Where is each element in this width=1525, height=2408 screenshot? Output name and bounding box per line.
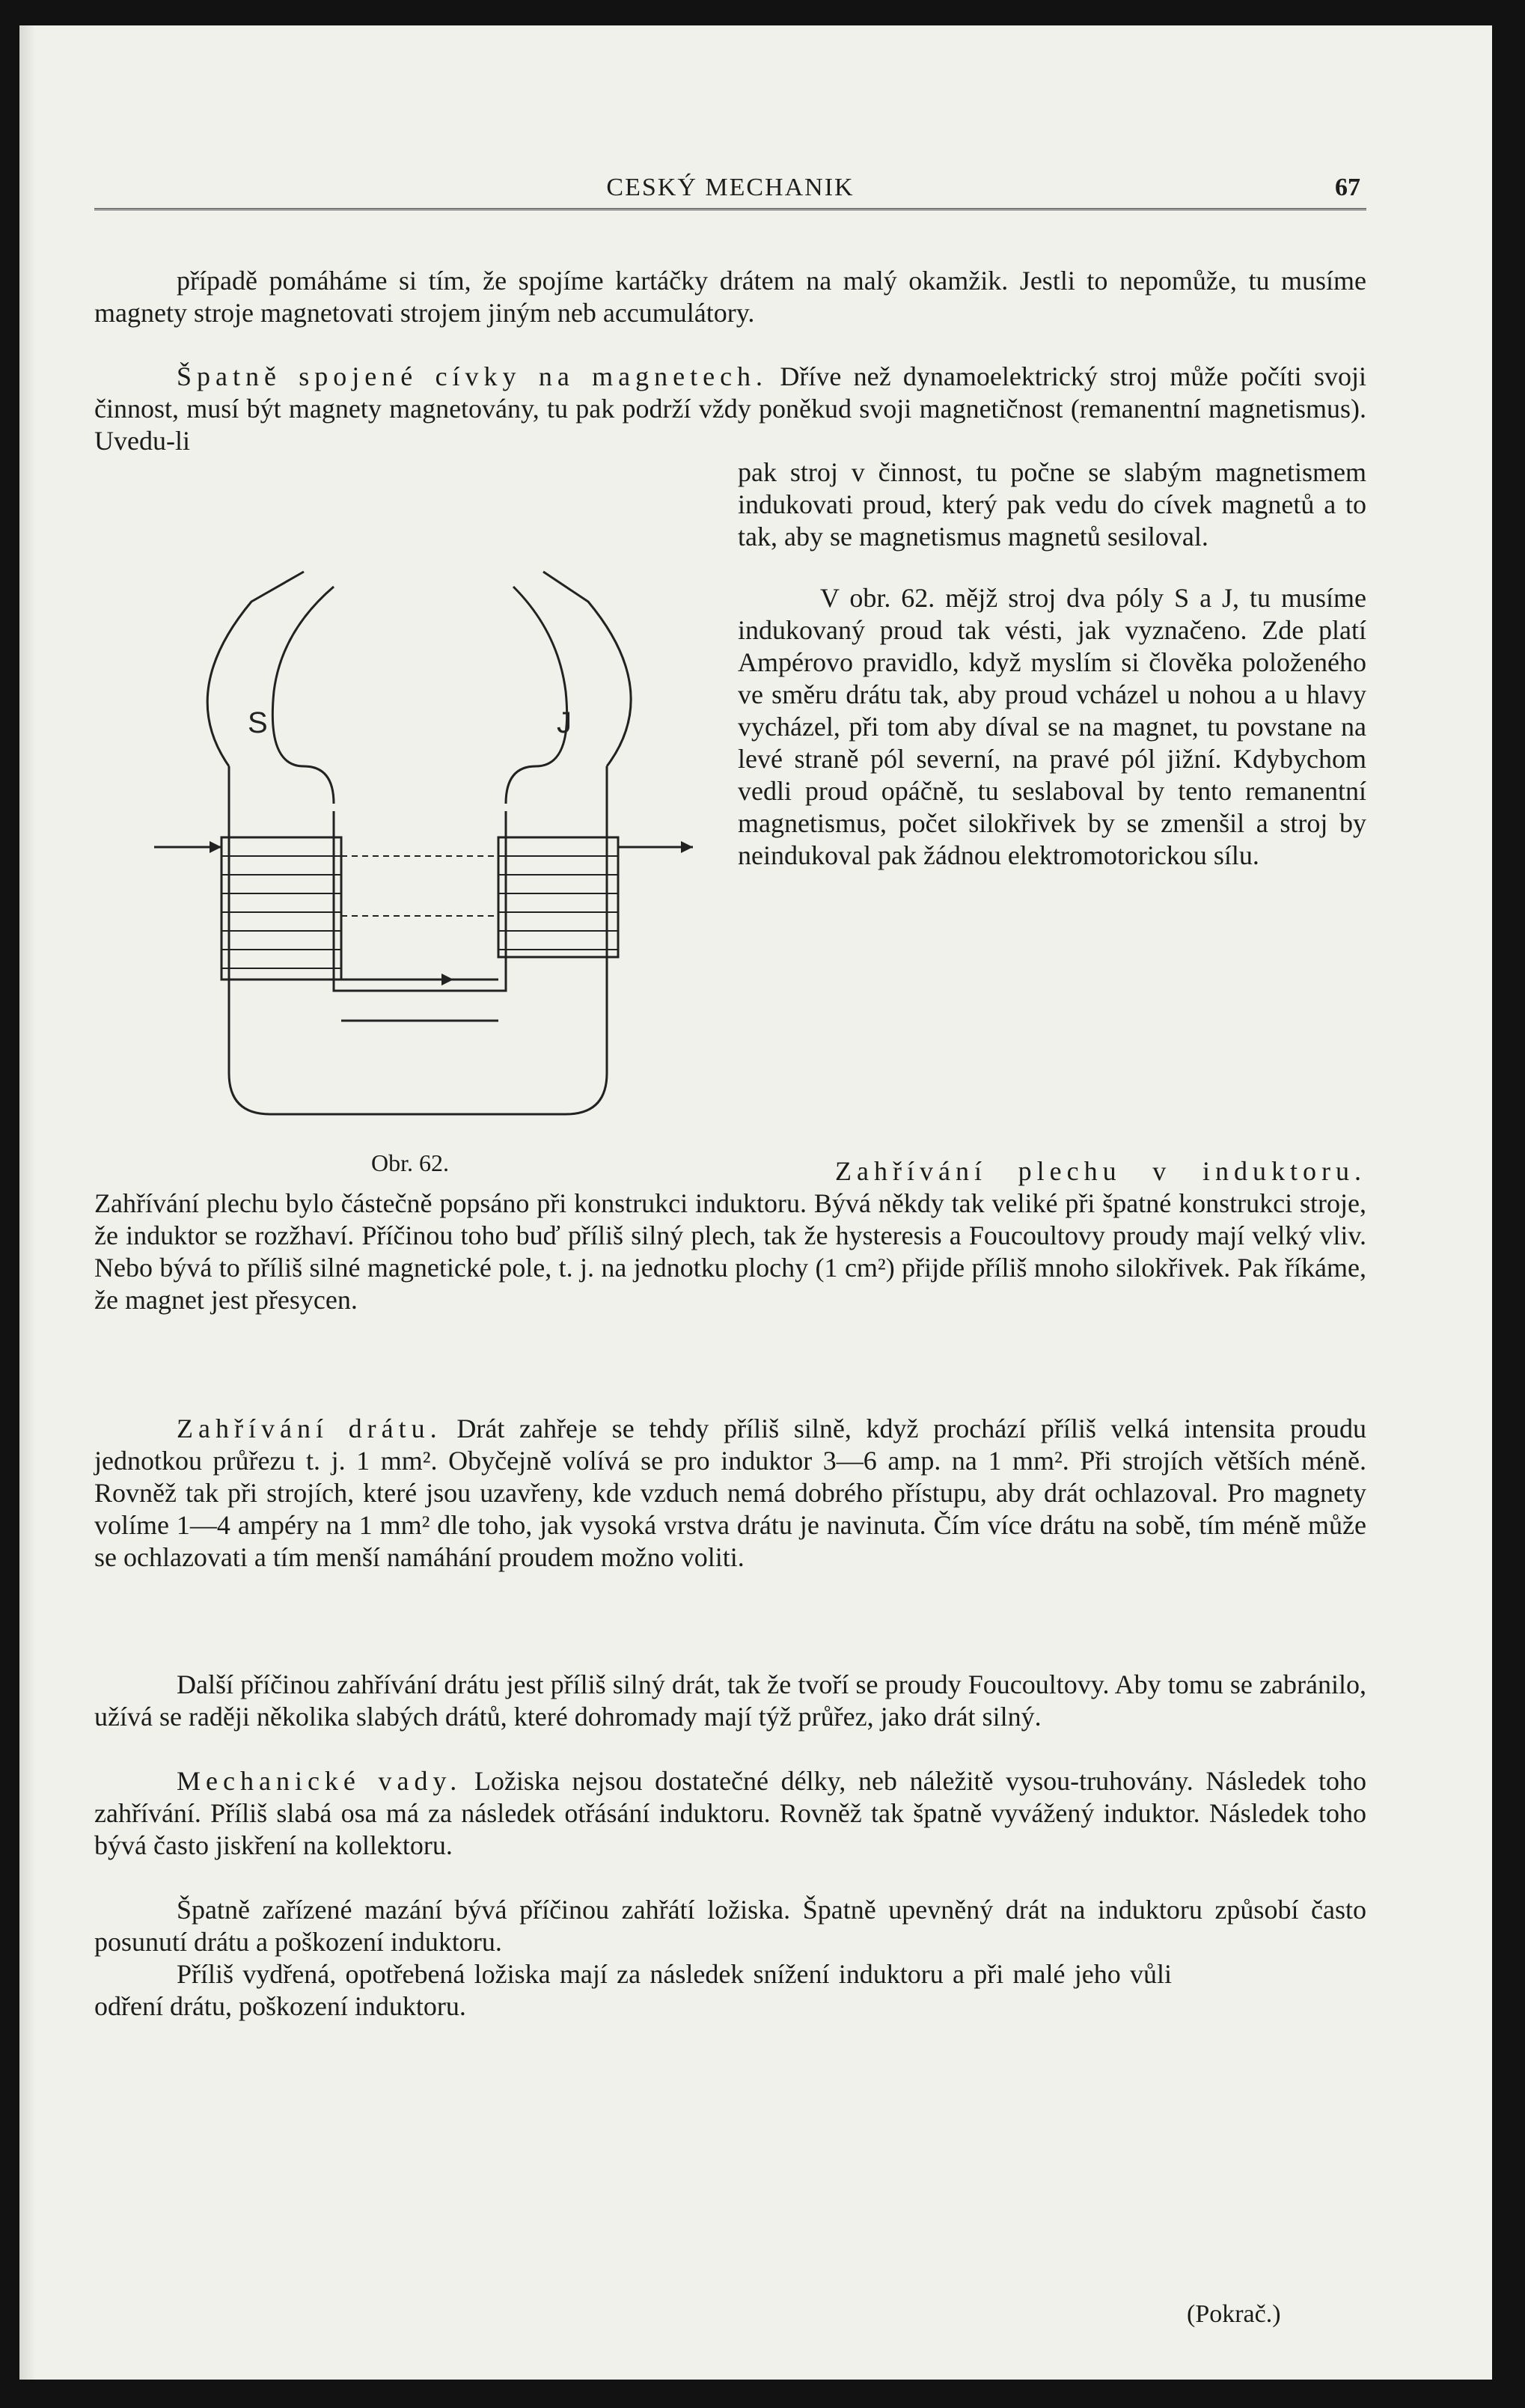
paragraph-2-body: Dříve než dynamoelektrický stroj může počíti svoji činnost, musí být magnety magnetovány, tu pak podrží vždy poněkud svoji magnetičnost (remanentní magnetismus). Uvedu-li <box>94 361 1367 456</box>
paragraph-6 <box>94 1413 1366 1574</box>
paragraph-5-body: Zahřívání plechu bylo částečně popsáno při konstrukci induktoru. Bývá někdy tak veliké při špatné konstrukci stroje, že induktor se rozžhaví. Příčinou toho buď příliš silný plech, tak že hysteresis a Foucoultovy proudy mají velký vliv. Nebo bývá to příliš silné magnetické pole, t. j. na jednotku plochy (1 cm²) přijde příliš mnoho silokřivek. Pak říkáme, že magnet jest přesycen. <box>94 1188 1366 1315</box>
figure-caption: Obr. 62. <box>371 1149 449 1176</box>
right-pole-inner <box>506 587 567 804</box>
continued-marker: (Pokrač.) <box>1187 2300 1281 2328</box>
left-pole-inner <box>272 587 334 804</box>
page-header <box>94 166 1366 211</box>
paragraph-5 <box>94 1155 1366 1316</box>
paragraph-7: Další příčinou zahřívání drátu jest příliš silný drát, tak že tvoří se proudy Foucoultovy. Aby tomu se zabránilo, užívá se raději několika slabých drátů, které dohromady mají týž průřez, jako drát silný. <box>94 1669 1366 1732</box>
paragraph-8-body: Ložiska nejsou dostatečné délky, neb náležitě vysou-truhovány. Následek toho zahřívání. Příliš slabá osa má za následek otřásání induktoru. Rovněž tak špatně vyvážený induktor. Následek toho bývá často jiskření na kollektoru. <box>94 1766 1367 1860</box>
paragraph-10: Příliš vydřená, opotřebená ložiska mají za následek snížení induktoru a při malé jeho vůli odření drátu, poškození induktoru. <box>94 1959 1172 2021</box>
section-heading-wire-heating: Zahřívání drátu. <box>177 1414 442 1443</box>
section-heading-bad-coils: Špatně spojené cívky na magnetech. <box>177 361 768 391</box>
paragraph-8 <box>94 1765 1366 1862</box>
header-rule <box>94 208 1366 213</box>
page-fold-shadow <box>19 25 36 2380</box>
paragraph-2 <box>94 361 1366 457</box>
section-heading-plate-heating: Zahřívání plechu v induktoru. <box>835 1156 1366 1186</box>
paragraph-9: Špatně zařízené mazání bývá příčinou zahřátí ložiska. Špatně upevněný drát na induktoru způsobí často posunutí drátu a poškození induktoru. <box>94 1895 1366 1957</box>
pole-label-s: S <box>248 706 268 739</box>
paragraph-4: V obr. 62. mějž stroj dva póly S a J, tu musíme indukovaný proud tak vésti, jak vyznačeno. Zde platí Ampérovo pravidlo, když myslím si člověka položeného ve směru drátu tak, aby proud vcházel u nohou a u hlavy vycházel, při tom aby díval se na magnet, tu povstane na levé straně pól severní, na pravé pól jižní. Kdybychom vedli proud opáčně, tu seslaboval by tento remanentní magnetismus, počet silokřivek by se zmenšil a stroj by neindukoval pak žádnou elektromotorickou sílu. <box>738 583 1366 870</box>
paragraph-3: pak stroj v činnost, tu počne se slabým magnetismem indukovati proud, který pak vedu do cívek magnetů a to tak, aby se magnetismus magnetů sesiloval. <box>738 457 1366 551</box>
pole-label-j: J <box>557 706 572 739</box>
running-title: CESKÝ MECHANIK <box>606 174 855 201</box>
paragraph-6-body: Drát zahřeje se tehdy příliš silně, když prochází příliš velká intensita proudu jednotkou průřezu t. j. 1 mm². Obyčejně volívá se pro induktor 3—6 amp. na 1 mm². Při strojích větších méně. Rovněž tak při strojích, které jsou uzavřeny, kde vzduch nemá dobrého přístupu, aby drát ochlazoval. Pro magnety volíme 1—4 ampéry na 1 mm² dle toho, jak vysoká vrstva drátu je navinuta. Čím více drátu na sobě, tím méně může se ochlazovati a tím menší namáhání proudem možno voliti. <box>94 1414 1366 1572</box>
section-heading-mechanical-defects: Mechanické vady. <box>177 1766 462 1796</box>
page <box>19 25 1492 2380</box>
left-coil-body <box>221 837 341 980</box>
figure-62-magnet-diagram <box>124 542 715 1170</box>
yoke-inner-outline <box>334 811 506 991</box>
paragraph-1: případě pomáháme si tím, že spojíme kartáčky drátem na malý okamžik. Jestli to nepomůže, tu musíme magnety stroje magnetovati strojem jiným neb accumulátory. <box>94 266 1366 328</box>
page-number: 67 <box>1335 174 1360 201</box>
yoke-outline <box>229 766 607 1114</box>
